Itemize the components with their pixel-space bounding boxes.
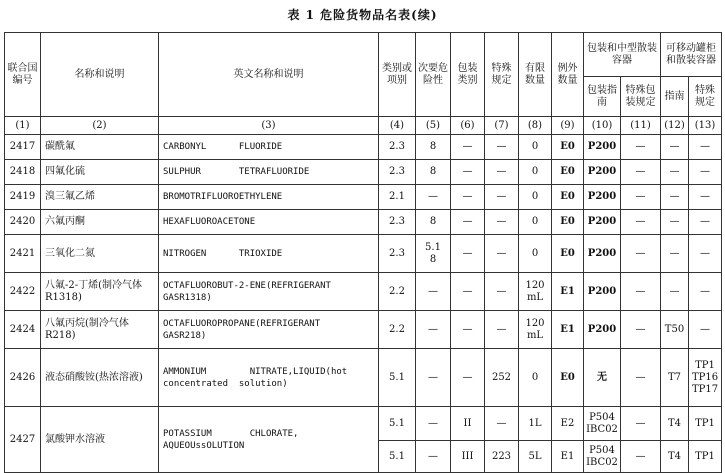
cell-pack-sp: —	[621, 210, 661, 235]
cell-tank-instr: —	[661, 273, 689, 311]
cell-pack-instr: P200	[584, 235, 621, 273]
cell-tank-sp: —	[689, 185, 722, 210]
cell-class: 5.1	[379, 441, 416, 473]
dangerous-goods-table	[4, 32, 722, 473]
cell-pack-instr: 无	[584, 349, 621, 407]
cell-limited-quantity: 5L	[519, 441, 552, 473]
cell-sub-risk: —	[416, 407, 451, 441]
cell-packing-group: —	[451, 160, 485, 185]
cell-limited-quantity: 0	[519, 185, 552, 210]
cell-class: 2.2	[379, 273, 416, 311]
cell-pack-sp: —	[621, 135, 661, 160]
cell-pack-instr: P200	[584, 160, 621, 185]
cell-tank-instr: T50	[661, 311, 689, 349]
cell-name-cn: 三氧化二氮	[41, 235, 159, 273]
cell-packing-group: —	[451, 135, 485, 160]
cell-excepted-quantity: E1	[552, 441, 584, 473]
cell-special-provisions: —	[485, 210, 519, 235]
column-number: (6)	[451, 117, 485, 135]
cell-sub-risk: 8	[416, 210, 451, 235]
cell-un: 2419	[5, 185, 41, 210]
cell-excepted-quantity: E0	[552, 349, 584, 407]
cell-packing-group: III	[451, 441, 485, 473]
cell-sub-risk: —	[416, 349, 451, 407]
cell-name-cn: 氯酸钾水溶液	[41, 407, 159, 473]
cell-tank-sp: —	[689, 311, 722, 349]
cell-packing-group: —	[451, 210, 485, 235]
cell-name-cn: 六氟丙酮	[41, 210, 159, 235]
column-number: (2)	[41, 117, 159, 135]
cell-limited-quantity: 120 mL	[519, 273, 552, 311]
table-row-2427-a	[5, 407, 722, 441]
cell-name-en: CARBONYL FLUORIDE	[159, 135, 379, 160]
header-un-no: 联合国编号	[5, 33, 41, 117]
cell-class: 2.3	[379, 160, 416, 185]
cell-limited-quantity: 0	[519, 160, 552, 185]
cell-pack-instr: P504 IBC02	[584, 441, 621, 473]
table-title: 表 1 危险货物品名表(续)	[287, 8, 438, 22]
cell-special-provisions: —	[485, 160, 519, 185]
cell-limited-quantity: 0	[519, 235, 552, 273]
cell-sub-risk: —	[416, 311, 451, 349]
cell-tank-instr: T4	[661, 407, 689, 441]
cell-class: 2.3	[379, 135, 416, 160]
cell-tank-sp: TP1	[689, 441, 722, 473]
cell-limited-quantity: 0	[519, 349, 552, 407]
header-packaging-group: 包装和中型散装容器	[584, 33, 661, 77]
column-number: (13)	[689, 117, 722, 135]
cell-un: 2418	[5, 160, 41, 185]
cell-special-provisions: —	[485, 185, 519, 210]
cell-class: 2.1	[379, 185, 416, 210]
header-packing-group: 包装类别	[451, 33, 485, 117]
cell-name-cn: 溴三氟乙烯	[41, 185, 159, 210]
cell-special-provisions: —	[485, 273, 519, 311]
cell-tank-sp: —	[689, 273, 722, 311]
cell-special-provisions: 223	[485, 441, 519, 473]
cell-un: 2421	[5, 235, 41, 273]
header-tank-instr: 指南	[661, 77, 689, 117]
column-number: (1)	[5, 117, 41, 135]
cell-name-cn: 四氟化硫	[41, 160, 159, 185]
cell-special-provisions: —	[485, 407, 519, 441]
cell-class: 5.1	[379, 407, 416, 441]
cell-special-provisions: —	[485, 135, 519, 160]
cell-special-provisions: —	[485, 235, 519, 273]
column-number: (9)	[552, 117, 584, 135]
cell-excepted-quantity: E2	[552, 407, 584, 441]
cell-name-en: OCTAFLUOROBUT-2-ENE(REFRIGERANT GASR1318)	[159, 273, 379, 311]
cell-name-cn: 八氟丙烷(制冷气体R218)	[41, 311, 159, 349]
cell-packing-group: —	[451, 185, 485, 210]
cell-pack-sp: —	[621, 185, 661, 210]
header-pack-sp: 特殊包装规定	[621, 77, 661, 117]
cell-un: 2417	[5, 135, 41, 160]
cell-name-en: BROMOTRIFLUOROETHYLENE	[159, 185, 379, 210]
cell-sub-risk: 8	[416, 160, 451, 185]
cell-excepted-quantity: E0	[552, 185, 584, 210]
column-number: (3)	[159, 117, 379, 135]
cell-pack-sp: —	[621, 407, 661, 441]
cell-tank-sp: —	[689, 135, 722, 160]
cell-tank-sp: —	[689, 235, 722, 273]
header-excepted-quantity: 例外数量	[552, 33, 584, 117]
cell-excepted-quantity: E0	[552, 235, 584, 273]
cell-sub-risk: —	[416, 273, 451, 311]
cell-class: 2.3	[379, 210, 416, 235]
column-number: (8)	[519, 117, 552, 135]
cell-excepted-quantity: E0	[552, 160, 584, 185]
cell-pack-instr: P504 IBC02	[584, 407, 621, 441]
cell-tank-sp: TP1	[689, 407, 722, 441]
header-name-en: 英文名称和说明	[159, 33, 379, 117]
cell-packing-group: —	[451, 349, 485, 407]
cell-packing-group: —	[451, 235, 485, 273]
cell-limited-quantity: 120 mL	[519, 311, 552, 349]
cell-pack-sp: —	[621, 160, 661, 185]
cell-tank-sp: —	[689, 210, 722, 235]
cell-class: 2.2	[379, 311, 416, 349]
cell-pack-instr: P200	[584, 135, 621, 160]
cell-sub-risk: 8	[416, 135, 451, 160]
cell-tank-sp: TP1 TP16 TP17	[689, 349, 722, 407]
cell-tank-instr: T4	[661, 441, 689, 473]
cell-pack-instr: P200	[584, 185, 621, 210]
cell-pack-sp: —	[621, 273, 661, 311]
cell-un: 2427	[5, 407, 41, 473]
cell-tank-instr: —	[661, 135, 689, 160]
cell-packing-group: —	[451, 311, 485, 349]
header-class: 类别或项别	[379, 33, 416, 117]
cell-tank-instr: —	[661, 185, 689, 210]
header-name-cn: 名称和说明	[41, 33, 159, 117]
cell-sub-risk: —	[416, 441, 451, 473]
cell-excepted-quantity: E1	[552, 273, 584, 311]
cell-un: 2420	[5, 210, 41, 235]
cell-pack-instr: P200	[584, 210, 621, 235]
column-number-row	[5, 117, 722, 135]
table-row	[5, 311, 722, 349]
table-row	[5, 349, 722, 407]
table-row	[5, 160, 722, 185]
cell-limited-quantity: 0	[519, 210, 552, 235]
cell-sub-risk: —	[416, 185, 451, 210]
column-number: (12)	[661, 117, 689, 135]
cell-name-en: AMMONIUM NITRATE,LIQUID(hot concentrated solution)	[159, 349, 379, 407]
cell-tank-instr: T7	[661, 349, 689, 407]
header-special-provisions: 特殊规定	[485, 33, 519, 117]
cell-tank-instr: —	[661, 160, 689, 185]
column-number: (4)	[379, 117, 416, 135]
cell-un: 2426	[5, 349, 41, 407]
header-pack-instr: 包装指南	[584, 77, 621, 117]
table-row	[5, 185, 722, 210]
cell-excepted-quantity: E0	[552, 135, 584, 160]
cell-special-provisions: 252	[485, 349, 519, 407]
column-number: (11)	[621, 117, 661, 135]
cell-sub-risk: 5.1 8	[416, 235, 451, 273]
cell-tank-instr: —	[661, 210, 689, 235]
cell-name-en: NITROGEN TRIOXIDE	[159, 235, 379, 273]
cell-name-en: POTASSIUM CHLORATE, AQUEOUssOLUTION	[159, 407, 379, 473]
cell-un: 2422	[5, 273, 41, 311]
cell-packing-group: —	[451, 273, 485, 311]
cell-tank-instr: —	[661, 235, 689, 273]
cell-pack-sp: —	[621, 441, 661, 473]
cell-pack-sp: —	[621, 311, 661, 349]
cell-name-cn: 液态硝酸铵(热浓溶液)	[41, 349, 159, 407]
table-row	[5, 235, 722, 273]
cell-name-cn: 八氟-2-丁烯(制冷气体R1318)	[41, 273, 159, 311]
cell-name-en: SULPHUR TETRAFLUORIDE	[159, 160, 379, 185]
cell-special-provisions: —	[485, 311, 519, 349]
cell-pack-sp: —	[621, 349, 661, 407]
header-tank-group: 可移动罐柜和散装容器	[661, 33, 722, 77]
table-row	[5, 135, 722, 160]
table-row	[5, 273, 722, 311]
cell-pack-instr: P200	[584, 311, 621, 349]
cell-name-cn: 碳酰氟	[41, 135, 159, 160]
column-number: (7)	[485, 117, 519, 135]
cell-class: 5.1	[379, 349, 416, 407]
header-tank-sp: 特殊规定	[689, 77, 722, 117]
header-row-1	[5, 33, 722, 77]
cell-packing-group: II	[451, 407, 485, 441]
cell-class: 2.3	[379, 235, 416, 273]
column-number: (10)	[584, 117, 621, 135]
cell-pack-instr: P200	[584, 273, 621, 311]
cell-name-en: HEXAFLUOROACETONE	[159, 210, 379, 235]
column-number: (5)	[416, 117, 451, 135]
cell-excepted-quantity: E1	[552, 311, 584, 349]
cell-excepted-quantity: E0	[552, 210, 584, 235]
cell-un: 2424	[5, 311, 41, 349]
table-row	[5, 210, 722, 235]
cell-limited-quantity: 0	[519, 135, 552, 160]
table-body	[5, 135, 722, 407]
header-limited-quantity: 有限数量	[519, 33, 552, 117]
cell-limited-quantity: 1L	[519, 407, 552, 441]
header-sub-risk: 次要危险性	[416, 33, 451, 117]
cell-pack-sp: —	[621, 235, 661, 273]
cell-tank-sp: —	[689, 160, 722, 185]
cell-name-en: OCTAFLUOROPROPANE(REFRIGERANT GASR218)	[159, 311, 379, 349]
